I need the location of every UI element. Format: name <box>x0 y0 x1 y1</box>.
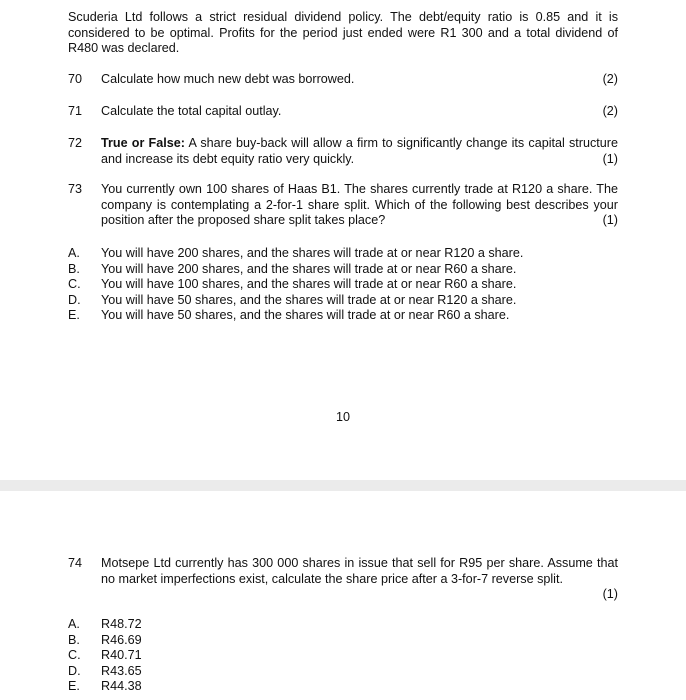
question-text: Calculate how much new debt was borrowed. <box>101 72 355 86</box>
option-letter: C. <box>68 648 81 662</box>
option-text: R43.65 <box>101 663 142 678</box>
option-b[interactable] <box>68 633 618 649</box>
option-letter: B. <box>68 261 80 276</box>
option-letter: C. <box>68 277 81 291</box>
question-73 <box>68 182 618 229</box>
option-letter: B. <box>68 632 80 647</box>
document-page-2 <box>0 491 686 700</box>
question-74 <box>68 556 618 601</box>
intro-paragraph: Scuderia Ltd follows a strict residual dividend policy. The debt/equity ratio is 0.85 and it is considered to be optimal. Profits for the period just ended were R1 300 and a total dividend of R480 was declared. <box>68 10 618 55</box>
option-text: R46.69 <box>101 632 142 647</box>
option-text: You will have 50 shares, and the shares will trade at or near R120 a share. <box>101 292 517 307</box>
question-marks: (1) <box>602 213 618 227</box>
option-letter: D. <box>68 292 81 307</box>
true-false-label: True or False: <box>101 136 185 150</box>
option-letter: E. <box>68 679 80 693</box>
option-a[interactable] <box>68 246 618 262</box>
question-71 <box>68 104 618 120</box>
question-text: A share buy-back will allow a firm to significantly change its capital structure and increase its debt equity ratio very quickly. <box>101 136 618 166</box>
option-a[interactable] <box>68 617 618 633</box>
page-number: 10 <box>335 410 350 424</box>
question-number: 74 <box>68 556 83 570</box>
question-marks: (2) <box>602 72 618 86</box>
option-letter: A. <box>68 617 80 631</box>
question-marks: (2) <box>602 104 618 118</box>
option-b[interactable] <box>68 262 618 278</box>
option-letter: A. <box>68 246 80 260</box>
option-text: You will have 50 shares, and the shares will trade at or near R60 a share. <box>101 308 510 322</box>
question-72 <box>68 136 618 167</box>
question-70 <box>68 72 618 88</box>
question-number: 72 <box>68 136 83 150</box>
question-text: Motsepe Ltd currently has 300 000 shares in issue that sell for R95 per share. Assume that no market imperfections exist, calculate the share price after a 3-for-7 reverse split. <box>101 556 618 586</box>
option-text: R48.72 <box>101 617 142 631</box>
options-list-74 <box>68 617 618 695</box>
option-text: R44.38 <box>101 679 142 693</box>
option-d[interactable] <box>68 664 618 680</box>
option-letter: E. <box>68 308 80 322</box>
option-text: You will have 200 shares, and the shares will trade at or near R120 a share. <box>101 246 524 260</box>
question-marks: (1) <box>602 587 618 601</box>
question-number: 70 <box>68 72 83 86</box>
option-e[interactable] <box>68 308 618 324</box>
option-text: You will have 100 shares, and the shares will trade at or near R60 a share. <box>101 277 517 291</box>
option-letter: D. <box>68 663 81 678</box>
option-e[interactable] <box>68 679 618 695</box>
question-number: 71 <box>68 104 83 118</box>
option-c[interactable] <box>68 648 618 664</box>
question-text: You currently own 100 shares of Haas B1. The shares currently trade at R120 a share. The company is contemplating a 2-for-1 share split. Which of the following best describes your position after the proposed share split takes place? <box>101 182 618 227</box>
option-d[interactable] <box>68 293 618 309</box>
question-marks: (1) <box>602 151 618 166</box>
option-text: R40.71 <box>101 648 142 662</box>
option-c[interactable] <box>68 277 618 293</box>
options-list-73 <box>68 246 618 324</box>
question-number: 73 <box>68 182 83 196</box>
option-text: You will have 200 shares, and the shares will trade at or near R60 a share. <box>101 261 517 276</box>
question-text: Calculate the total capital outlay. <box>101 104 282 118</box>
